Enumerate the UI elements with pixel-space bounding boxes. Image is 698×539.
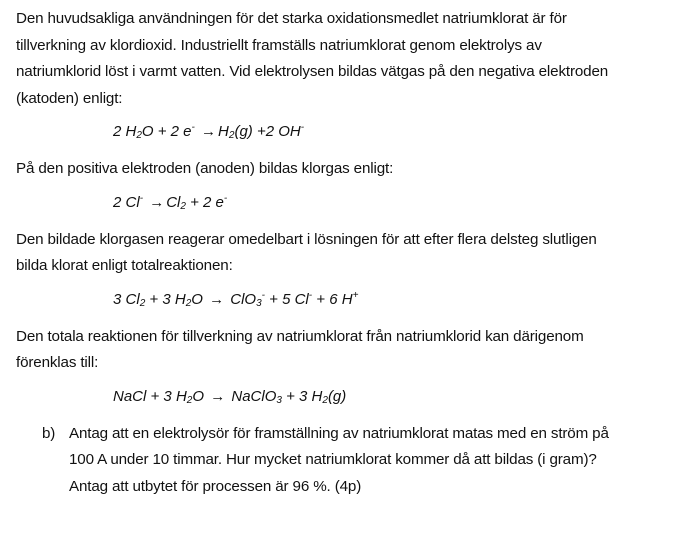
eq-subscript: 3 [276, 394, 282, 406]
eq-term: 2 Cl [113, 193, 140, 211]
overall-equation [16, 387, 692, 407]
eq-subscript: 2 [186, 394, 193, 406]
eq-subscript: 2 [228, 130, 235, 141]
reaction-arrow-icon: → [201, 123, 217, 140]
text-line: förenklas till: [16, 354, 99, 371]
eq-subscript: 2 [322, 394, 328, 406]
reaction-arrow-icon: → [210, 387, 226, 405]
chlorine-paragraph [16, 227, 692, 280]
eq-subscript: 3 [256, 297, 262, 309]
eq-term: 3 Cl [113, 290, 140, 308]
eq-term: (g) [327, 387, 347, 405]
eq-subscript: 2 [180, 200, 186, 212]
reaction-arrow-icon: → [149, 193, 165, 211]
eq-term: O [191, 290, 208, 308]
eq-term: Cl [166, 193, 181, 211]
reaction-arrow-icon: → [209, 290, 225, 308]
eq-superscript: + [352, 289, 359, 301]
eq-superscript: - [261, 289, 265, 301]
question-line: Antag att utbytet för processen är 96 %. (4p) [69, 477, 362, 495]
eq-term: O + 2 e [141, 123, 192, 140]
eq-term: + 3 H [145, 290, 186, 308]
eq-term: NaClO [227, 387, 277, 405]
text-line: tillverkning av klordioxid. Industriellt framställs natriumklorat genom elektrolys av [16, 36, 542, 54]
eq-term: ClO [226, 290, 257, 308]
eq-superscript: - [300, 122, 305, 133]
question-label: b) [42, 424, 56, 442]
eq-term: H [218, 123, 229, 140]
intro-paragraph [16, 6, 692, 112]
question-b [16, 421, 692, 501]
text-line: (katoden) enligt: [16, 89, 123, 107]
text-line: Den totala reaktionen för tillverkning av natriumklorat från natriumklorid kan därigenom [16, 327, 584, 345]
eq-term: + 5 Cl [265, 290, 309, 308]
text-line: natriumklorid löst i varmt vatten. Vid elektrolysen bildas vätgas på den negativa elektroden [16, 63, 609, 80]
total-reaction-equation [16, 290, 692, 310]
overall-paragraph [16, 324, 692, 377]
eq-term: O [192, 387, 209, 405]
eq-superscript: - [223, 192, 228, 204]
cathode-equation [16, 122, 692, 142]
eq-subscript: 2 [139, 297, 146, 309]
eq-superscript: - [191, 122, 195, 133]
eq-term: + 3 H [281, 387, 323, 405]
eq-term: 2 H [113, 123, 137, 140]
eq-superscript: - [308, 289, 313, 301]
eq-subscript: 2 [185, 297, 192, 309]
question-line: 100 A under 10 timmar. Hur mycket natriumklorat kommer då att bildas (i gram)? [69, 451, 597, 468]
anode-paragraph: På den positiva elektroden (anoden) bildas klorgas enligt: [16, 160, 394, 177]
document-page [16, 6, 692, 500]
eq-term: NaCl + 3 H [113, 387, 187, 405]
eq-term: (g) +2 OH [234, 123, 301, 140]
text-line: Den bildade klorgasen reagerar omedelbart i lösningen för att efter flera delsteg slutligen [16, 230, 597, 248]
eq-term: + 2 e [185, 193, 224, 211]
question-line: Antag att en elektrolysör för framställning av natriumklorat matas med en ström på [69, 424, 609, 442]
eq-superscript: - [139, 192, 144, 204]
text-line: bilda klorat enligt totalreaktionen: [16, 257, 233, 274]
text-line: Den huvudsakliga användningen för det starka oxidationsmedlet natriumklorat är för [16, 10, 567, 27]
anode-equation [16, 193, 692, 213]
eq-term: + 6 H [312, 290, 353, 308]
eq-subscript: 2 [136, 130, 142, 141]
